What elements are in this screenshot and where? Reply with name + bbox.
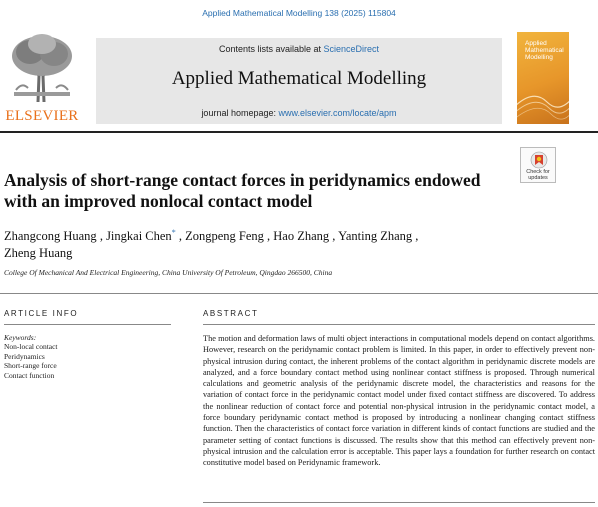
author-list <box>4 224 504 262</box>
header-rule <box>0 131 598 133</box>
article-info-rule <box>4 324 171 325</box>
journal-citation-link[interactable]: Applied Mathematical Modelling 138 (2025) 115804 <box>202 8 396 18</box>
check-for-updates-button[interactable] <box>520 147 556 183</box>
corresponding-author-mark[interactable]: * <box>171 228 176 237</box>
abstract-text: The motion and deformation laws of multi object interactions in computational models depend on contact algorithms. However, research on the peridynamic contact problem is limited. In this paper, in order to effectively prevent non-physical intrusion during contact, the inherent problems of the contact algorithm in peridynamic discrete models are analyzed, and a force boundary contact method using nonlinear contact stiffness is proposed. Through numerical calculations and geometric analysis of the peridynamic discrete model, the characteristics and reasons for the variation of contact force in the peridynamic contact model under fixed contact stiffness are discovered. To address the nonlinear reduction of contact force and potential non-physical intrusion in the peridynamic contact model, a force boundary peridynamic contact method is proposed by introducing a nonlinear changing contact stiffness function. Then the characteristics of contact force variation in different kinds of contact functions are studied and the parameter setting of contact functions is discussed. The results show that this method can effectively prevent non-physical intrusion and the calculation error is acceptable. This paper lays a foundation for further research on contact constitutive model based on Peridynamic framework. <box>203 334 595 468</box>
section-divider <box>0 293 598 294</box>
article-title: Analysis of short-range contact forces in peridynamics endowed with an improved nonlocal contact model <box>4 170 481 211</box>
author-name[interactable]: Zongpeng Feng <box>185 229 264 244</box>
journal-name: Applied Mathematical Modelling <box>171 68 427 89</box>
journal-banner <box>96 38 502 124</box>
homepage-line <box>96 108 502 118</box>
keyword-item: Contact function <box>4 370 55 380</box>
author-affiliation: College Of Mechanical And Electrical Engineering, China University Of Petroleum, Qingdao 266500, China <box>4 268 333 277</box>
keywords-list <box>4 342 58 380</box>
contents-line <box>96 44 502 54</box>
author-name[interactable]: Jingkai Chen <box>106 229 172 244</box>
author-separator: , <box>96 229 107 244</box>
keywords-label: Keywords: <box>4 333 37 342</box>
article-info-heading: ARTICLE INFO <box>4 309 79 318</box>
author-separator: , <box>263 229 274 244</box>
elsevier-tree-icon <box>8 32 76 102</box>
abstract-bottom-rule <box>203 502 595 503</box>
sciencedirect-link[interactable]: ScienceDirect <box>323 44 380 54</box>
abstract-heading: ABSTRACT <box>203 309 259 318</box>
author-name[interactable]: Yanting Zhang <box>338 229 413 244</box>
cover-artwork-icon <box>517 68 569 124</box>
journal-homepage-link[interactable]: www.elsevier.com/locate/apm <box>278 108 397 118</box>
keyword-item: Peridynamics <box>4 351 45 361</box>
author-separator: , <box>175 229 186 244</box>
keyword-item: Short-range force <box>4 361 57 370</box>
cover-title: Applied Mathematical Modelling <box>525 40 564 61</box>
author-separator: , <box>329 229 339 244</box>
contents-prefix: Contents lists available at <box>218 44 324 54</box>
journal-cover-thumbnail[interactable] <box>517 32 569 124</box>
check-updates-icon <box>530 151 548 169</box>
author-name[interactable]: Zheng Huang <box>4 246 73 261</box>
check-updates-label: Check for updates <box>526 169 550 181</box>
keyword-item: Non-local contact <box>4 342 58 351</box>
abstract-rule <box>203 324 595 325</box>
author-name[interactable]: Zhangcong Huang <box>4 229 97 244</box>
author-separator: , <box>412 229 419 244</box>
author-name[interactable]: Hao Zhang <box>273 229 330 244</box>
elsevier-logo[interactable] <box>2 32 82 124</box>
homepage-prefix: journal homepage: <box>201 108 279 118</box>
elsevier-wordmark: ELSEVIER <box>5 108 79 124</box>
